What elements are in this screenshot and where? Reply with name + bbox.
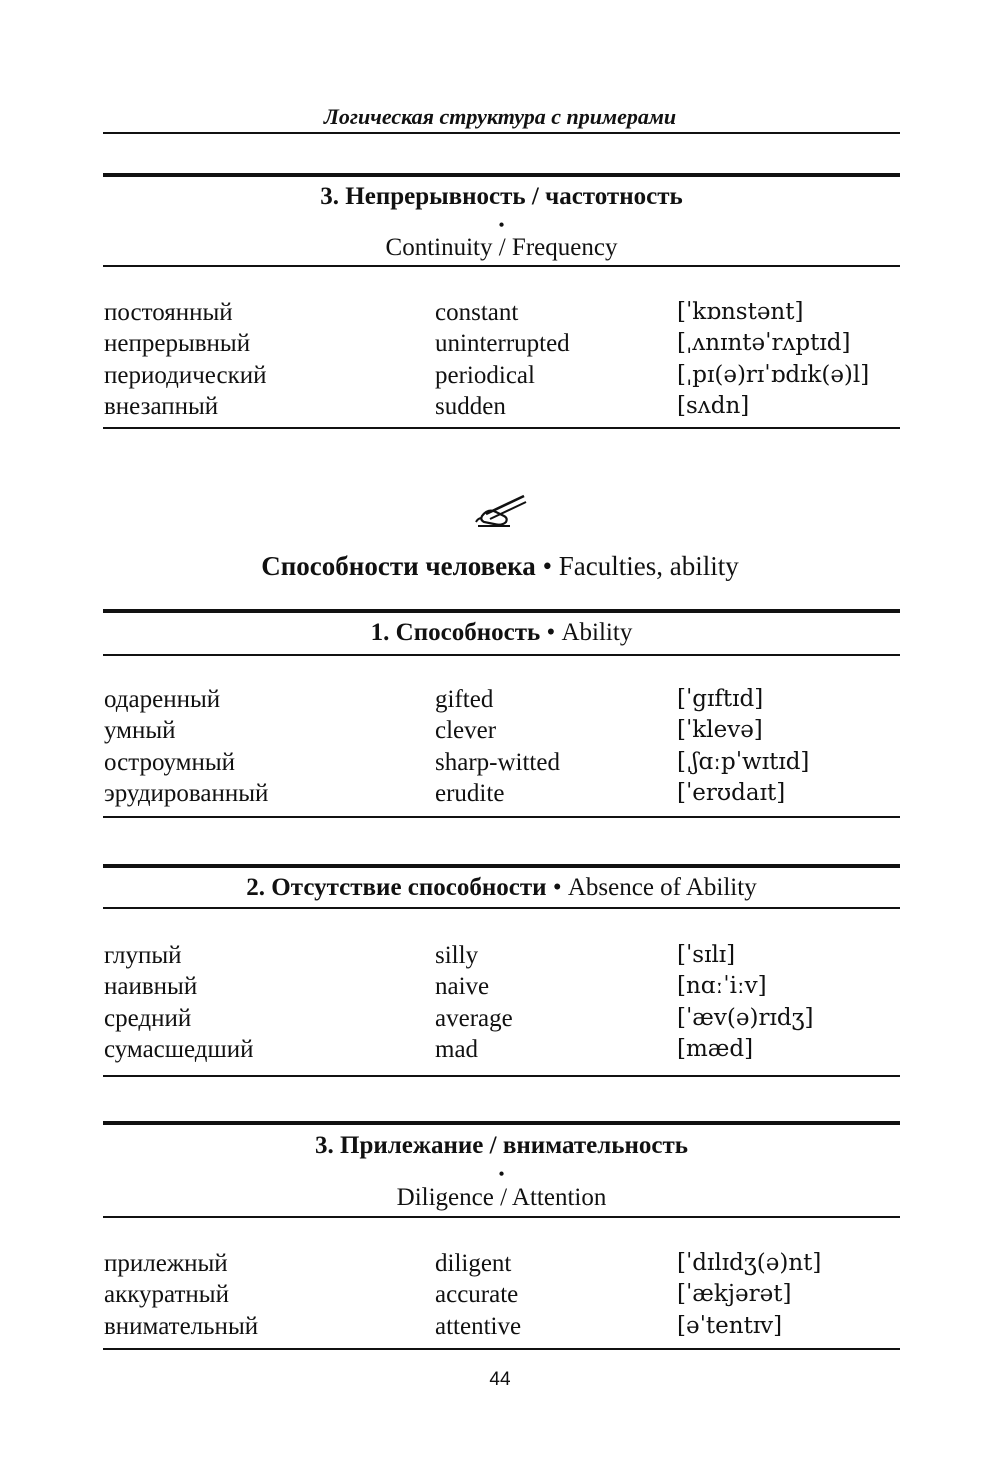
section-bullet: •	[498, 1164, 505, 1184]
word-en: average	[435, 1004, 513, 1032]
vocab-list-continuity	[103, 297, 900, 422]
word-ru: эрудированный	[104, 779, 269, 807]
vocab-list-absence	[103, 940, 900, 1065]
table-row	[103, 940, 900, 971]
word-en: sharp-witted	[435, 748, 560, 776]
word-ru: аккуратный	[104, 1281, 229, 1309]
section-title-rule	[103, 654, 900, 656]
word-ru: глупый	[104, 942, 182, 969]
transcription: [ˈæv(ə)rɪdʒ]	[677, 1004, 814, 1031]
table-row	[103, 328, 900, 359]
transcription: [mæd]	[677, 1035, 754, 1062]
word-ru: постоянный	[104, 299, 233, 326]
chapter-bullet: •	[542, 551, 553, 581]
section-title-ru: 2. Отсутствие способности	[246, 874, 547, 901]
running-head: Логическая структура с примерами	[323, 104, 677, 129]
word-ru: средний	[104, 1004, 192, 1032]
table-row	[103, 297, 900, 328]
transcription: [ˈsɪlɪ]	[677, 942, 736, 968]
word-en: mad	[435, 1035, 479, 1063]
section-bullet: •	[552, 874, 562, 901]
section-title	[103, 619, 900, 647]
writing-hand-icon	[474, 492, 530, 530]
section-title-en: Ability	[561, 619, 633, 646]
section-top-rule	[103, 173, 900, 177]
word-en: uninterrupted	[435, 330, 570, 358]
word-ru: внимательный	[104, 1312, 259, 1340]
transcription: [ˌpɪ(ə)rɪˈɒdɪk(ə)l]	[677, 361, 870, 388]
header-rule	[103, 132, 900, 134]
page-number: 44	[489, 1369, 511, 1390]
word-ru: наивный	[104, 973, 198, 1001]
transcription: [ˌʃɑːpˈwɪtɪd]	[677, 748, 810, 775]
word-ru: сумасшедший	[104, 1035, 254, 1063]
transcription: [nɑːˈiːv]	[677, 973, 767, 1000]
word-en: periodical	[435, 361, 535, 389]
word-ru: одаренный	[104, 686, 221, 713]
section-bottom-rule	[103, 1348, 900, 1350]
section-bottom-rule	[103, 427, 900, 429]
table-row	[103, 1034, 900, 1065]
table-row	[103, 1279, 900, 1310]
section-title-ru-text: 3. Прилежание / внимательность	[315, 1132, 688, 1159]
table-row	[103, 1311, 900, 1342]
transcription: [ˈerʊdaɪt]	[677, 779, 786, 806]
section-title-en: Absence of Ability	[567, 874, 757, 901]
word-en: erudite	[435, 779, 505, 807]
word-en: accurate	[435, 1281, 519, 1309]
section-bullet: •	[546, 619, 556, 646]
section-title-ru-text: 3. Непрерывность / частотность	[320, 183, 683, 210]
table-row	[103, 747, 900, 778]
section-bottom-rule	[103, 816, 900, 818]
vocab-list-ability	[103, 684, 900, 809]
section-top-rule	[103, 609, 900, 613]
table-row	[103, 715, 900, 746]
word-ru: периодический	[104, 361, 267, 389]
chapter-title-en: Faculties, ability	[558, 551, 739, 581]
word-en: diligent	[435, 1250, 512, 1277]
word-en: gifted	[435, 686, 494, 713]
word-ru: умный	[104, 717, 176, 745]
transcription: [ˈkɒnstənt]	[677, 299, 804, 325]
section-title-rule	[103, 1216, 900, 1218]
word-ru: внезапный	[104, 392, 219, 420]
transcription: [sʌdn]	[677, 392, 750, 419]
word-en: clever	[435, 717, 497, 745]
section-title-rule	[103, 907, 900, 909]
transcription: [ˈklevə]	[677, 717, 763, 744]
chapter-title-ru: Способности человека	[261, 551, 536, 581]
word-en: silly	[435, 942, 479, 969]
section-top-rule	[103, 864, 900, 868]
table-row	[103, 391, 900, 422]
word-ru: непрерывный	[104, 330, 251, 358]
chapter-title	[0, 551, 1000, 582]
section-title-ru	[103, 1132, 900, 1160]
table-row	[103, 1003, 900, 1034]
section-title-rule	[103, 265, 900, 267]
word-en: attentive	[435, 1312, 522, 1340]
table-row	[103, 360, 900, 391]
word-en: sudden	[435, 392, 506, 420]
section-title-ru	[103, 183, 900, 211]
transcription: [əˈtentɪv]	[677, 1312, 783, 1339]
word-en: naive	[435, 973, 490, 1001]
section-title	[103, 874, 900, 902]
table-row	[103, 1248, 900, 1279]
word-en: constant	[435, 299, 519, 326]
vocab-list-diligence	[103, 1248, 900, 1342]
section-title-ru: 1. Способность	[370, 619, 541, 646]
table-row	[103, 684, 900, 715]
section-bottom-rule	[103, 1075, 900, 1077]
section-bullet: •	[498, 215, 505, 235]
table-row	[103, 778, 900, 809]
word-ru: остроумный	[104, 748, 236, 776]
table-row	[103, 971, 900, 1002]
section-title-en: Diligence / Attention	[396, 1184, 607, 1211]
section-title-en: Continuity / Frequency	[385, 234, 618, 261]
transcription: [ˈgɪftɪd]	[677, 686, 764, 712]
word-ru: прилежный	[104, 1250, 228, 1277]
section-top-rule	[103, 1121, 900, 1125]
transcription: [ˈækjərət]	[677, 1281, 792, 1308]
transcription: [ˌʌnɪntəˈrʌptɪd]	[677, 330, 851, 357]
transcription: [ˈdɪlɪdʒ(ə)nt]	[677, 1250, 822, 1276]
